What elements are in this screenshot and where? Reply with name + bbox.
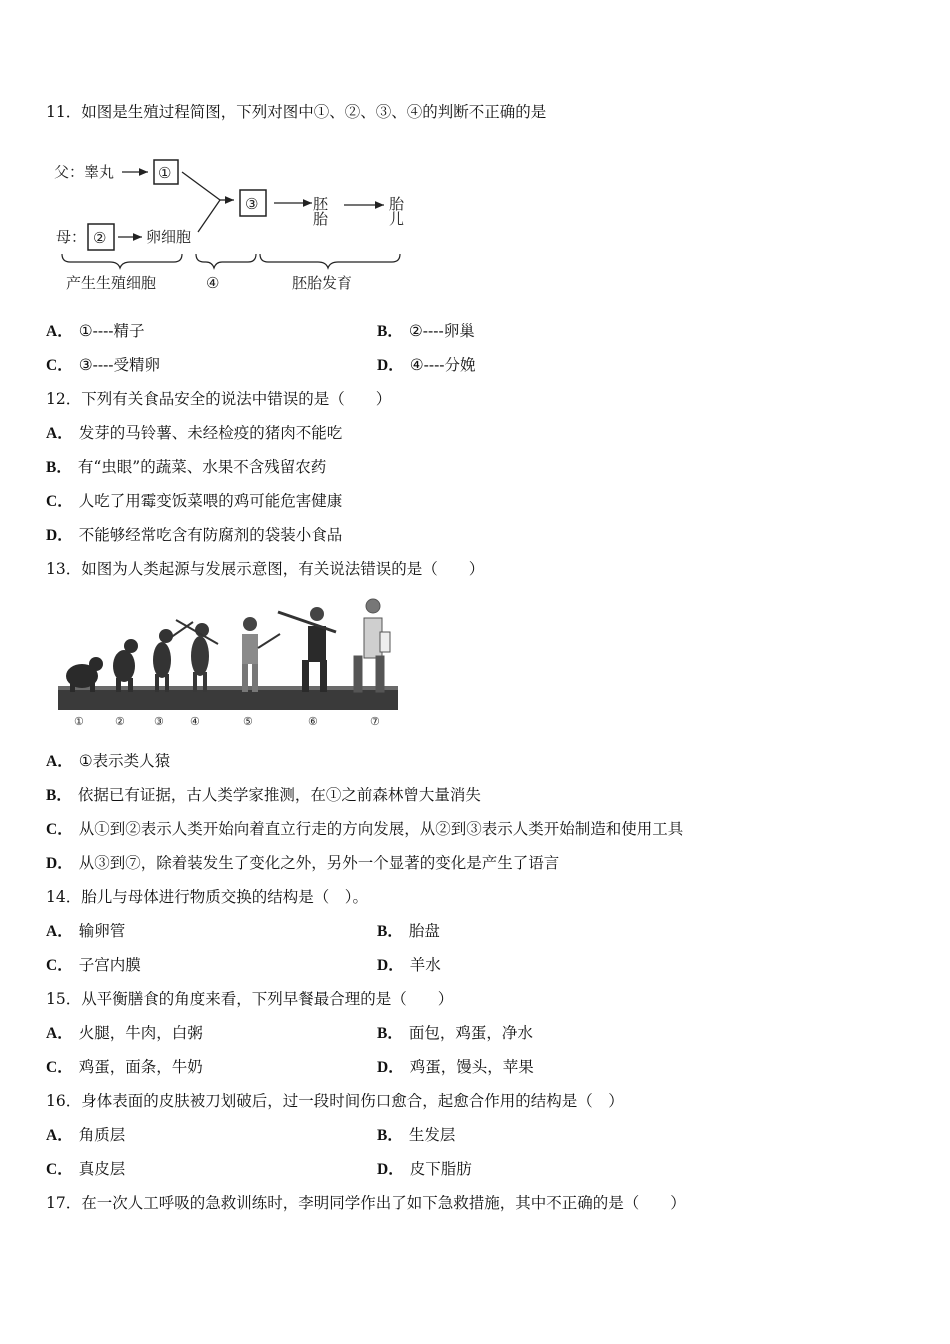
diagram-mother-label: 母： [56, 228, 87, 246]
q11-option-a: A． ①----精子 [46, 322, 145, 340]
q16-option-b: B． 生发层 [377, 1126, 456, 1144]
figure-label-2: ② [115, 715, 125, 728]
q16-option-c: C． 真皮层 [46, 1160, 126, 1178]
human-evolution-figure [58, 598, 403, 734]
q13-option-a: A． ①表示类人猿 [46, 752, 171, 770]
q14-stem: 14．胎儿与母体进行物质交换的结构是（ ）。 [46, 888, 368, 906]
q17-stem: 17．在一次人工呼吸的急救训练时，李明同学作出了如下急救措施，其中不正确的是（ ） [46, 1194, 686, 1212]
figure-7 [354, 599, 390, 692]
q14-option-c: C． 子宫内膜 [46, 956, 141, 974]
q13-stem: 13．如图为人类起源与发展示意图，有关说法错误的是（ ） [46, 560, 485, 578]
q16-option-a: A． 角质层 [46, 1126, 126, 1144]
q13-option-b: B． 依据已有证据，古人类学家推测，在①之前森林曾大量消失 [46, 786, 481, 804]
q11-option-d: D． ④----分娩 [377, 356, 476, 374]
q15-option-c: C． 鸡蛋，面条，牛奶 [46, 1058, 203, 1076]
figure-label-1: ① [74, 715, 84, 728]
q12-option-c: C． 人吃了用霉变饭菜喂的鸡可能危害健康 [46, 492, 343, 510]
figure-5 [242, 617, 280, 692]
ground [58, 688, 398, 710]
q15-option-b: B． 面包，鸡蛋，净水 [377, 1024, 533, 1042]
figure-label-5: ⑤ [243, 715, 253, 728]
q15-stem: 15．从平衡膳食的角度来看，下列早餐最合理的是（ ） [46, 990, 454, 1008]
q16-option-d: D． 皮下脂肪 [377, 1160, 472, 1178]
embryo-label: 胚胎 [311, 196, 329, 226]
q13-option-d: D． 从③到⑦，除着装发生了变化之外，另外一个显著的变化是产生了语言 [46, 854, 560, 872]
stage3-label: 胚胎发育 [292, 274, 353, 292]
q15-option-a: A． 火腿，牛肉，白粥 [46, 1024, 203, 1042]
q15-option-d: D． 鸡蛋，馒头，苹果 [377, 1058, 534, 1076]
figure-label-3: ③ [154, 715, 164, 728]
q13-option-c: C． 从①到②表示人类开始向着直立行走的方向发展，从②到③表示人类开始制造和使用工具 [46, 820, 684, 838]
figure-label-6: ⑥ [308, 715, 318, 728]
figure-label-4: ④ [190, 715, 200, 728]
box-3-label: ③ [245, 195, 259, 213]
stage2-label: ④ [206, 274, 220, 292]
brace-stage2 [196, 254, 256, 268]
q11-stem: 11．如图是生殖过程简图，下列对图中①、②、③、④的判断不正确的是 [46, 103, 547, 121]
brace-stage1 [62, 254, 182, 268]
figure-6 [278, 607, 336, 692]
q11-option-c: C． ③----受精卵 [46, 356, 161, 374]
stage1-label: 产生生殖细胞 [66, 274, 157, 292]
figure-3 [153, 622, 193, 692]
diagram-father-label: 父：睾丸 [54, 163, 115, 181]
q14-option-a: A． 输卵管 [46, 922, 126, 940]
q12-stem: 12．下列有关食品安全的说法中错误的是（ ） [46, 390, 392, 408]
q16-stem: 16．身体表面的皮肤被刀划破后，过一段时间伤口愈合，起愈合作用的结构是（ ） [46, 1092, 624, 1110]
brace-stage3 [260, 254, 400, 268]
figure-4 [176, 620, 218, 692]
q12-option-a: A． 发芽的马铃薯、未经检疫的猪肉不能吃 [46, 424, 343, 442]
box-1-label: ① [158, 164, 172, 182]
reproduction-diagram [50, 150, 430, 300]
figure-2 [113, 639, 138, 692]
q14-option-d: D． 羊水 [377, 956, 441, 974]
q11-option-b: B． ②----卵巢 [377, 322, 475, 340]
q12-option-d: D． 不能够经常吃含有防腐剂的袋装小食品 [46, 526, 343, 544]
line-egg-to-3 [198, 200, 220, 232]
box-2-label: ② [93, 229, 107, 247]
fetus-label: 胎儿 [387, 196, 405, 226]
egg-label: 卵细胞 [146, 228, 192, 246]
q12-option-b: B． 有“虫眼”的蔬菜、水果不含残留农药 [46, 458, 327, 476]
q14-option-b: B． 胎盘 [377, 922, 440, 940]
figure-label-7: ⑦ [370, 715, 380, 728]
line-1-to-3 [182, 172, 220, 200]
